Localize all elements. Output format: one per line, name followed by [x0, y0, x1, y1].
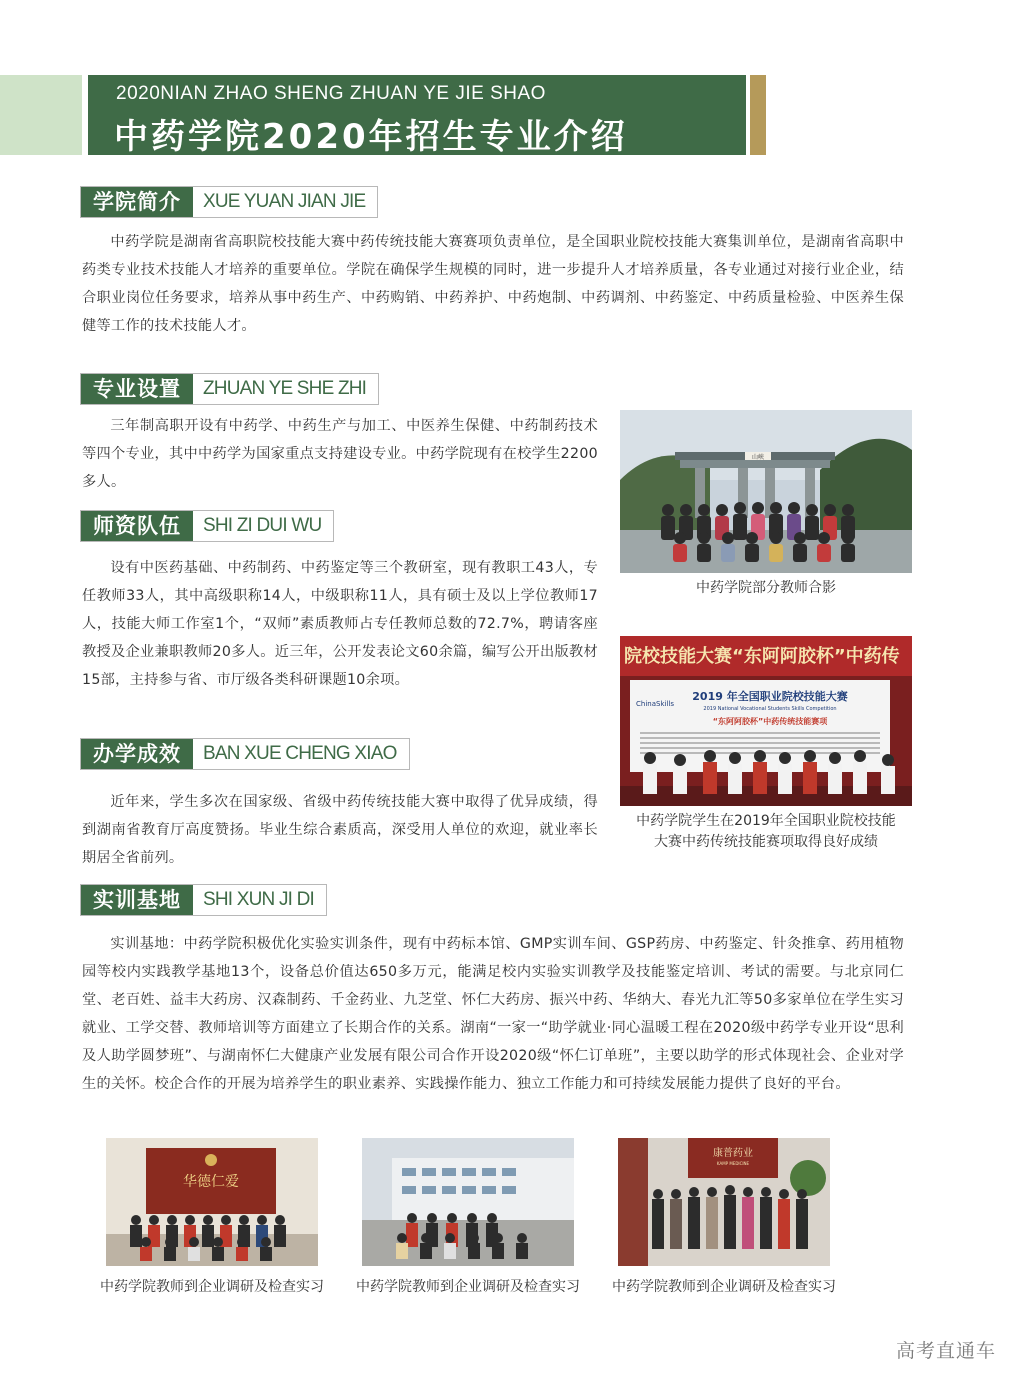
results-paragraph: 近年来，学生多次在国家级、省级中药传统技能大赛中取得了优异成绩，得到湖南省教育厅高度赞扬。毕业生综合素质高，深受用人单位的欢迎，就业率长期居全省前列。 [82, 794, 598, 866]
intro-paragraph: 中药学院是湖南省高职院校技能大赛中药传统技能大赛赛项负责单位，是全国职业院校技能大赛集训单位，是湖南省高职中药类专业技术技能人才培养的重要单位。学院在确保学生规模的同时，进一步提升人才培养质量，各专业通过对接行业企业，结合职业岗位任务要求，培养从事中药生产、中药购销、中药养护、中药炮制、中药调剂、中药鉴定、中药质量检验、中医养生保健等工作的技术技能人才。 [82, 234, 904, 334]
enterprise-visit-photo-1 [106, 1138, 318, 1266]
teachers-photo-caption: 中药学院部分教师合影 [696, 580, 836, 596]
section-title-pinyin: XUE YUAN JIAN JIE [203, 191, 366, 212]
competition-board-event: “东阿阿胶杯”中药传统技能赛项 [712, 717, 828, 726]
competition-board-logo: ChinaSkills [636, 700, 674, 708]
section-title-cn: 学院简介 [81, 187, 193, 217]
section-header-intro [80, 186, 378, 218]
enterprise-visit-photo-3 [618, 1138, 830, 1266]
caption-line-2: 大赛中药传统技能赛项取得良好成绩 [654, 834, 878, 850]
watermark: 高考直通车 [895, 1340, 996, 1362]
banner-gold-accent [750, 75, 766, 155]
page-banner [88, 75, 746, 155]
gate-sign-text: 山峡 [751, 454, 765, 461]
section-title-pinyin: SHI ZI DUI WU [203, 515, 322, 536]
faculty-paragraph: 设有中医药基础、中药制药、中药鉴定等三个教研室，现有教职工43人，专任教师33人，其中高级职称14人，中级职称11人，具有硕士及以上学位教师17人，技能大师工作室1个，“双师”素质教师占专任教师总数的72.7%，聘请客座教授及企业兼职教师20多人。近三年，公开发表论文60余篇，编写公开出版教材15部，主持参与省、市厅级各类科研课题10余项。 [82, 560, 598, 688]
section-title-cn: 师资队伍 [81, 511, 193, 541]
teachers-group-photo [620, 410, 912, 573]
section-title-cn: 办学成效 [81, 739, 193, 769]
section-header-majors [80, 373, 379, 405]
competition-banner-text: 院校技能大赛“东阿阿胶杯”中药传 [624, 646, 900, 667]
majors-paragraph: 三年制高职开设有中药学、中药生产与加工、中医养生保健、中药制药技术等四个专业，其中中药学为国家重点支持建设专业。中药学院现有在校学生2200多人。 [82, 418, 598, 490]
visit1-caption: 中药学院教师到企业调研及检查实习 [100, 1279, 324, 1295]
visit3-sign-text: 康普药业 [713, 1148, 753, 1159]
section-header-training [80, 884, 327, 916]
section-title-pinyin: SHI XUN JI DI [203, 889, 315, 910]
banner-pinyin: 2020NIAN ZHAO SHENG ZHUAN YE JIE SHAO [116, 83, 546, 104]
competition-board-subtitle: 2019 National Vocational Students Skills Competition [703, 706, 837, 712]
section-header-faculty [80, 510, 334, 542]
visit2-caption: 中药学院教师到企业调研及检查实习 [356, 1279, 580, 1295]
competition-photo [620, 636, 912, 806]
visit1-sign-text: 华德仁爱 [183, 1174, 239, 1190]
section-title-cn: 专业设置 [81, 374, 193, 404]
caption-line-1: 中药学院学生在2019年全国职业院校技能 [636, 813, 896, 829]
training-paragraph: 实训基地：中药学院积极优化实验实训条件，现有中药标本馆、GMP实训车间、GSP药房、中药鉴定、针灸推拿、药用植物园等校内实践教学基地13个，设备总价值达650多万元，能满足校内实验实训教学及技能鉴定培训、考试的需要。与北京同仁堂、老百姓、益丰大药房、汉森制药、千金药业、九芝堂、怀仁大药房、振兴中药、华纳大、春光九汇等50多家单位在学生实习就业、工学交替、教师培训等方面建立了长期合作的关系。湖南“一家一“助学就业·同心温暖工程在2020级中药学专业开设“思利及人助学圆梦班”、与湖南怀仁大健康产业发展有限公司合作开设2020级“怀仁订单班”，主要以助学的形式体现社会、企业对学生的关怀。校企合作的开展为培养学生的职业素养、实践操作能力、独立工作能力和可持续发展能力提供了良好的平台。 [82, 936, 904, 1092]
section-title-cn: 实训基地 [81, 885, 193, 915]
competition-board-title: 2019 年全国职业院校技能大赛 [692, 690, 848, 703]
page-title: 中药学院2020年招生专业介绍 [114, 117, 628, 157]
section-header-results [80, 738, 410, 770]
section-title-pinyin: BAN XUE CHENG XIAO [203, 743, 397, 764]
banner-left-tab [0, 75, 82, 155]
competition-photo-caption [612, 811, 920, 853]
visit3-caption: 中药学院教师到企业调研及检查实习 [612, 1279, 836, 1295]
enterprise-visit-photo-2 [362, 1138, 574, 1266]
visit3-sign-subtext: KAMP MEDICINE [716, 1161, 750, 1166]
section-title-pinyin: ZHUAN YE SHE ZHI [203, 378, 367, 399]
